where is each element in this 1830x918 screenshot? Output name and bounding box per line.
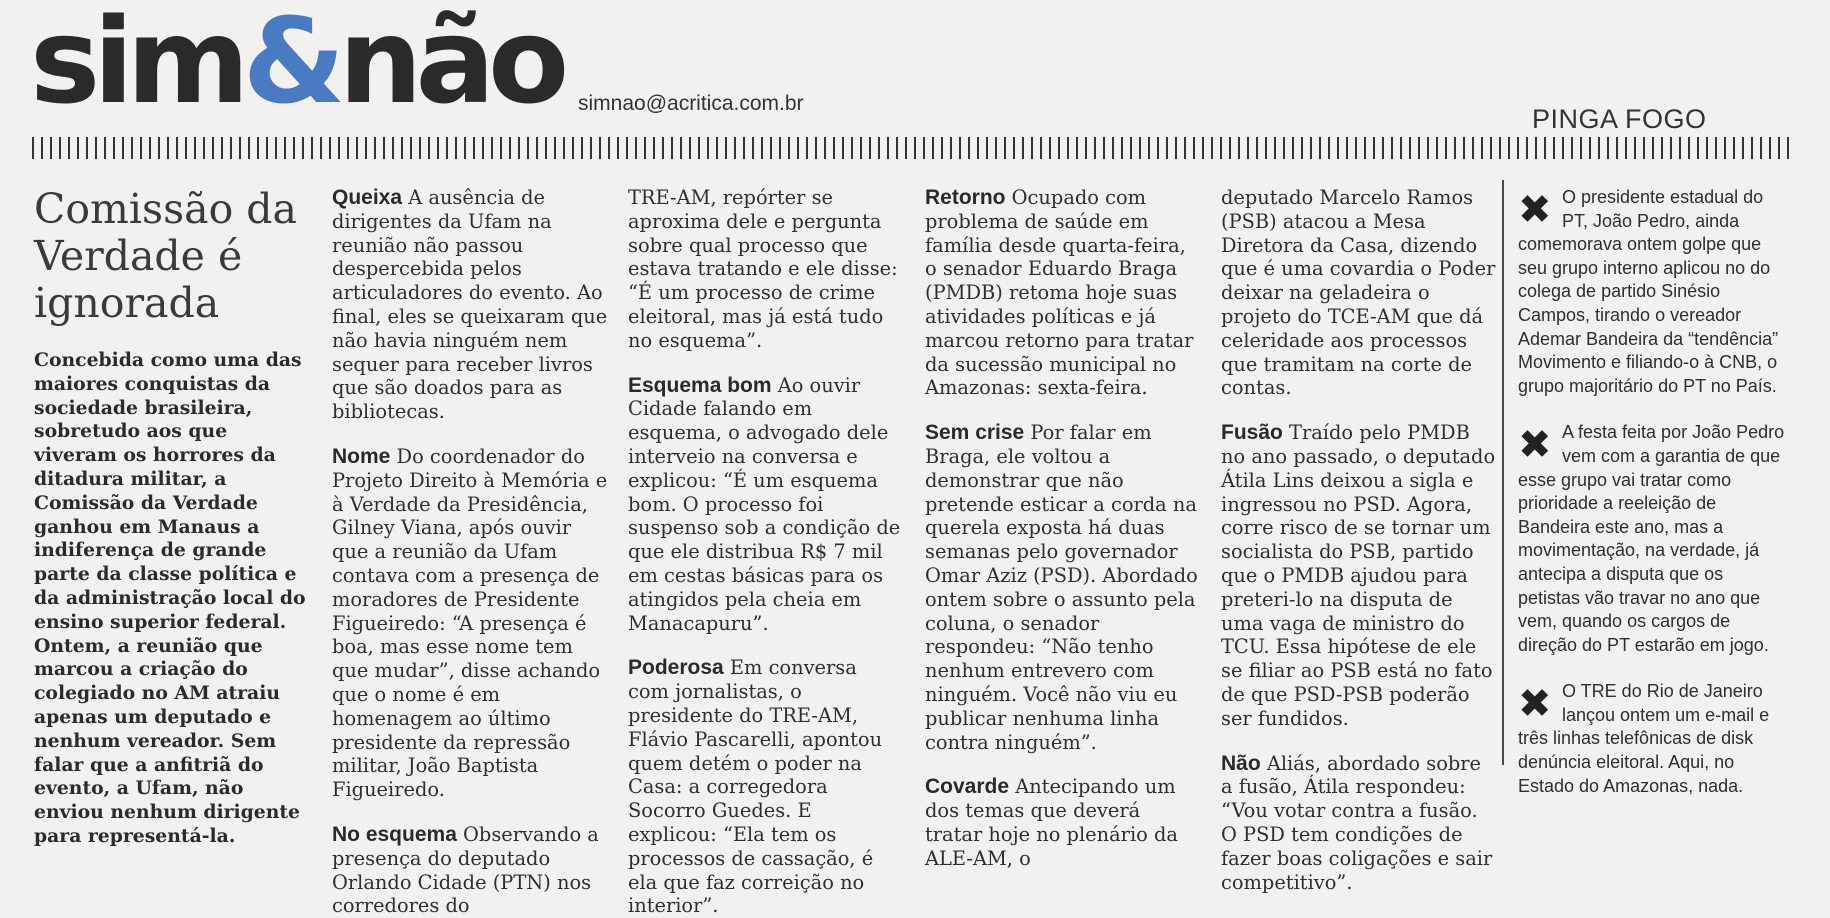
item-text: Observando a presença do deputado Orlando Cidade (PTN) nos corredores do	[332, 822, 599, 918]
item-lead: Esquema bom	[628, 373, 772, 397]
item-text: Em conversa com jornalistas, o presidente do TRE-AM, Flávio Pascarelli, apontou quem detém o poder na Casa: a corregedora Socorro Guedes. E explicou: “Ela tem os processos de cassação, é ela que faz correição no interior”.	[628, 656, 883, 918]
column-5	[1221, 186, 1496, 894]
item-retorno	[925, 186, 1200, 400]
item-text: deputado Marcelo Ramos (PSB) atacou a Mesa Diretora da Casa, dizendo que é uma covardia o Poder deixar na geladeira o projeto do TCE-AM que dá celeridade aos processos que tramitam na corte de contas.	[1221, 186, 1496, 400]
item-esquema-bom	[628, 374, 903, 636]
item-lead: Covarde	[925, 775, 1010, 799]
pinga-fogo-item	[1518, 421, 1790, 657]
item-poderosa	[628, 656, 903, 918]
column-divider	[1502, 180, 1504, 765]
tick-ruler-divider	[32, 137, 1795, 159]
x-mark-icon: ✖	[1518, 187, 1552, 233]
item-continuation	[1221, 186, 1496, 400]
item-lead: Sem crise	[925, 421, 1025, 445]
item-text: Ao ouvir Cidade falando em esquema, o advogado dele interveio na conversa e explicou: “É um esquema bom. O processo foi suspenso sob a condição de que ele distribua R$ 7 mil em cestas básicas para os atingidos pela cheia em Manacapuru”.	[628, 373, 901, 635]
item-no-esquema	[332, 823, 608, 918]
pinga-fogo-text: A festa feita por João Pedro vem com a garantia de que esse grupo vai tratar como prioridade a reeleição de Bandeira este ano, mas a movimentação, na verdade, já antecipa a disputa que os petistas vão travar no ano que vem, quando os cargos de direção do PT estarão em jogo.	[1518, 422, 1785, 655]
lead-intro: Concebida como uma das maiores conquistas da sociedade brasileira, sobretudo aos que viveram os horrores da ditadura militar, a Comissão da Verdade ganhou em Manaus a indiferença de grande parte da classe política e da administração local do ensino superior federal. Ontem, a reunião que marcou a criação do colegiado no AM atraiu apenas um deputado e nenhum vereador. Sem falar que a anfitriã do evento, a Ufam, não enviou nenhum dirigente para representá-la.	[34, 349, 306, 847]
pinga-fogo-column	[1518, 186, 1790, 821]
item-text: Ocupado com problema de saúde em família desde quarta-feira, o senador Eduardo Braga (PMDB) retoma hoje suas atividades políticas e já marcou retorno para tratar da sucessão municipal no Amazonas: sexta-feira.	[925, 186, 1194, 400]
logo-ampersand: &	[242, 0, 339, 130]
item-text: Do coordenador do Projeto Direito à Memória e à Verdade da Presidência, Gilney Viana, após ouvir que a reunião da Ufam contava com a presença de moradores de Presidente Figueiredo: “A presença é boa, mas esse nome tem que mudar”, disse achando que o nome é em homenagem ao último presidente da repressão militar, João Baptista Figueiredo.	[332, 444, 608, 802]
item-lead: Não	[1221, 751, 1261, 775]
item-text: TRE-AM, repórter se aproxima dele e pergunta sobre qual processo que estava tratando e ele disse: “É um processo de crime eleitoral, mas já está tudo no esquema”.	[628, 186, 898, 352]
item-lead: Queixa	[332, 186, 403, 209]
column-logo	[30, 0, 563, 130]
logo-nao: não	[338, 0, 563, 130]
pinga-fogo-text: O presidente estadual do PT, João Pedro, ainda comemorava ontem golpe que seu grupo interno aplicou no do colega de partido Sinésio Campos, tirando o vereador Ademar Bandeira da “tendência” Movimento e filiando-o à CNB, o grupo majoritário do PT no País.	[1518, 187, 1779, 396]
item-continuation	[628, 186, 903, 353]
pinga-fogo-item	[1518, 186, 1790, 398]
x-mark-icon: ✖	[1518, 422, 1552, 469]
lead-headline: Comissão da Verdade é ignorada	[34, 185, 297, 327]
item-lead: Poderosa	[628, 656, 724, 680]
item-lead: Retorno	[925, 186, 1006, 209]
column-2	[332, 186, 608, 918]
item-text: Traído pelo PMDB no ano passado, o deputado Átila Lins deixou a sigla e ingressou no PSD. Agora, corre risco de se tornar um socialista do PSB, partido que o PMDB ajudou para preteri-lo na disputa de uma vaga de ministro do TCU. Essa hipótese de ele se filiar ao PSB está no fato de que PSD-PSB poderão ser fundidos.	[1221, 421, 1496, 730]
item-lead: No esquema	[332, 822, 457, 846]
section-title-pinga-fogo: PINGA FOGO	[1532, 104, 1707, 134]
logo-sim: sim	[30, 0, 243, 130]
x-mark-icon: ✖	[1518, 681, 1552, 728]
column-4	[925, 186, 1200, 870]
item-queixa	[332, 186, 608, 424]
lead-story-column	[34, 185, 306, 847]
pinga-fogo-text: O TRE do Rio de Janeiro lançou ontem um e-mail e três linhas telefônicas de disk denúncia eleitoral. Aqui, no Estado do Amazonas, nada.	[1518, 681, 1770, 796]
item-lead: Nome	[332, 444, 391, 468]
item-sem-crise	[925, 421, 1200, 754]
item-text: Por falar em Braga, ele voltou a demonstrar que não pretende esticar a corda na querela exposta há duas semanas pelo governador Omar Aziz (PSD). Abordado ontem sobre o assunto pela coluna, o senador respondeu: “Não tenho nenhum entrevero com ninguém. Você não viu eu publicar nenhuma linha contra ninguém”.	[925, 421, 1198, 754]
item-lead: Fusão	[1221, 421, 1283, 445]
item-nao	[1221, 752, 1496, 895]
item-covarde	[925, 775, 1200, 870]
item-fusao	[1221, 421, 1496, 730]
pinga-fogo-item	[1518, 680, 1790, 798]
item-text: A ausência de dirigentes da Ufam na reunião não passou despercebida pelos articuladores do evento. Ao final, eles se queixaram que não havia ninguém nem sequer para receber livros que são doados para as bibliotecas.	[332, 186, 608, 424]
item-text: Antecipando um dos temas que deverá tratar hoje no plenário da ALE-AM, o	[925, 775, 1178, 870]
column-3	[628, 186, 903, 918]
contact-email: simnao@acritica.com.br	[578, 92, 804, 115]
item-text: Aliás, abordado sobre a fusão, Átila respondeu: “Vou votar contra a fusão. O PSD tem condições de fazer boas coligações e sair competitivo”.	[1221, 751, 1493, 894]
item-nome	[332, 445, 608, 802]
